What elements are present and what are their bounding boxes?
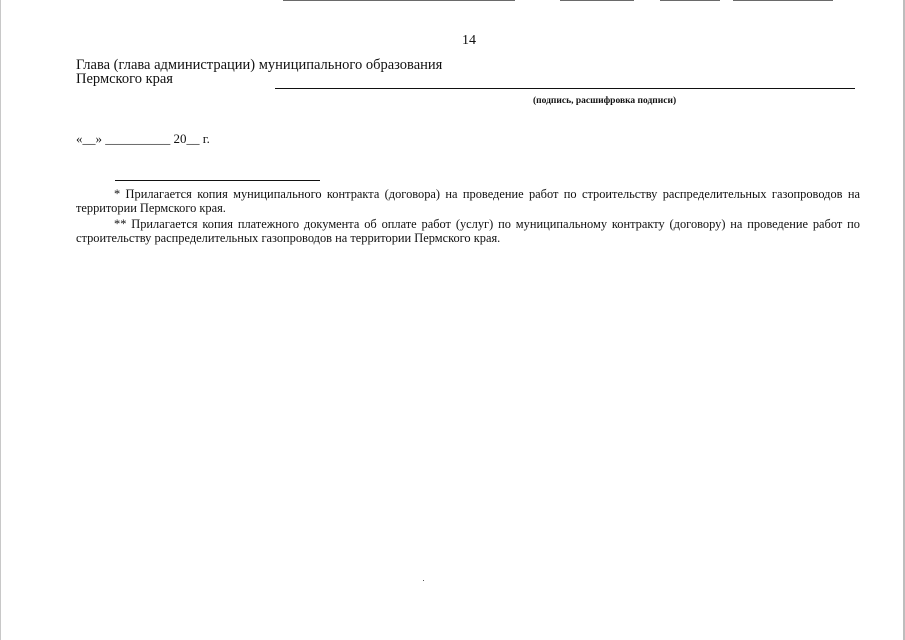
scan-artifact-line bbox=[660, 0, 720, 1]
footnote-1: * Прилагается копия муниципального контракта (договора) на проведение работ по строительству распределительных газопроводов на территории Пермского края. bbox=[76, 187, 860, 215]
footnote-separator bbox=[115, 180, 320, 181]
signature-caption: (подпись, расшифровка подписи) bbox=[533, 96, 677, 106]
scan-artifact-line bbox=[733, 0, 833, 1]
scan-artifact-line bbox=[560, 0, 634, 1]
official-title bbox=[76, 58, 442, 86]
page-number: 14 bbox=[462, 33, 476, 48]
footnotes bbox=[76, 187, 860, 247]
official-title-line-2: Пермского края bbox=[76, 71, 173, 87]
footnote-2: ** Прилагается копия платежного документа об оплате работ (услуг) по муниципальному контракту (договору) на проведение работ по строительству распределительных газопроводов на территории Пермского края. bbox=[76, 217, 860, 245]
scan-speck bbox=[423, 580, 424, 581]
scan-artifact-line bbox=[283, 0, 515, 1]
official-title-line-1: Глава (глава администрации) муниципального образования bbox=[76, 57, 443, 73]
signature-line bbox=[275, 88, 855, 89]
date-field: «__» __________ 20__ г. bbox=[76, 131, 210, 146]
scan-left-edge bbox=[0, 0, 1, 640]
